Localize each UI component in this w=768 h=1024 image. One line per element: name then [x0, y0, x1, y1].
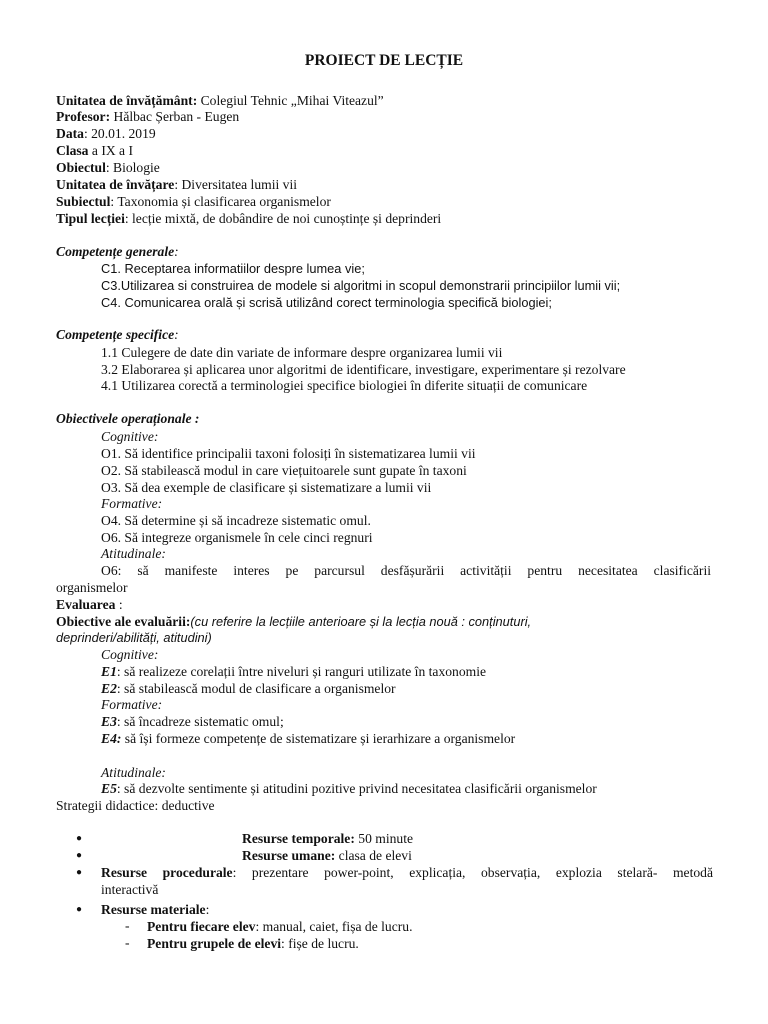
- header-value: : Taxonomia și clasificarea organismelor: [110, 194, 331, 209]
- evaluare-code: E4:: [101, 731, 122, 746]
- header-label: Data: [56, 126, 84, 141]
- strategii-didactice: Strategii didactice: deductive: [56, 798, 215, 813]
- bullet-icon: ●: [76, 833, 83, 844]
- obiectiv-item: O4. Să determine și să incadreze sistematic omul.: [101, 513, 371, 528]
- resurse-procedurale-continuation: interactivă: [101, 882, 159, 897]
- competente-specifice-heading: [56, 326, 179, 343]
- obiectiv-item: O3. Să dea exemple de clasificare și sistematizare a lumii vii: [101, 480, 432, 495]
- cognitive-label: Cognitive:: [101, 429, 159, 444]
- resurse-label: Resurse temporale:: [242, 831, 355, 846]
- header-value: Hălbac Șerban - Eugen: [110, 109, 240, 124]
- competenta-generala-item: C1. Receptarea informatiilor despre lumea vie;: [101, 261, 365, 276]
- section-heading: Competențe generale: [56, 244, 175, 259]
- obiective-evaluare-line: [56, 613, 531, 630]
- evaluare-text: să își formeze competențe de sistematizare și ierarhizare a organismelor: [121, 731, 516, 746]
- evaluare-item-e2: [101, 680, 396, 697]
- header-unitatea: [56, 92, 384, 109]
- obiective-operationale-heading: Obiectivele operaționale :: [56, 411, 200, 426]
- resurse-materiale: [101, 901, 209, 918]
- resurse-elev: [147, 918, 412, 935]
- header-label: Profesor:: [56, 109, 111, 124]
- evaluare-atitudinale-label: Atitudinale:: [101, 765, 166, 780]
- header-value: : Biologie: [105, 160, 160, 175]
- header-value: : 20.01. 2019: [83, 126, 156, 141]
- evaluare-item-e5: [101, 780, 597, 797]
- resurse-value: clasa de elevi: [335, 848, 412, 863]
- evaluare-text: : să încadreze sistematic omul;: [116, 714, 284, 729]
- competenta-specifica-item: 3.2 Elaborarea și aplicarea unor algoritmi de identificare, investigare, experimentare și rezolvare: [101, 362, 626, 377]
- evaluare-code: E2: [101, 681, 117, 696]
- header-tipul-lectiei: [56, 210, 441, 227]
- section-heading: Competențe specifice: [56, 327, 175, 342]
- header-label: Obiectul: [56, 160, 106, 175]
- resurse-label: Resurse umane:: [242, 848, 336, 863]
- page-title: PROIECT DE LECȚIE: [304, 52, 464, 69]
- competenta-specifica-item: 4.1 Utilizarea corectă a terminologiei specifice biologiei în diferite situații de comunicare: [101, 378, 588, 393]
- dash-marker: -: [125, 935, 130, 950]
- header-label: Unitatea de învățare: [56, 177, 175, 192]
- resurse-value: : fișe de lucru.: [281, 936, 359, 951]
- competenta-generala-item: C4. Comunicarea orală și scrisă utilizând corect terminologia specifică biologiei;: [101, 295, 552, 310]
- competente-generale-heading: [56, 243, 179, 260]
- evaluare-item-e4: [101, 730, 515, 747]
- section-heading: Evaluarea: [56, 597, 116, 612]
- resurse-value: : prezentare power-point, explicația, observația, explozia stelară- metodă: [232, 865, 713, 880]
- obiective-evaluare-note: (cu referire la lecțiile anterioare și la lecția nouă : conținuturi,: [190, 614, 532, 629]
- header-clasa: [56, 142, 133, 159]
- resurse-colon: :: [205, 902, 210, 917]
- evaluare-code: E3: [101, 714, 117, 729]
- heading-colon: :: [174, 244, 179, 259]
- bullet-icon: ●: [76, 904, 83, 915]
- resurse-procedurale: [101, 864, 713, 881]
- resurse-value: : manual, caiet, fișa de lucru.: [255, 919, 413, 934]
- obiectiv-atitudinal-continuation: organismelor: [56, 580, 128, 595]
- header-label: Clasa: [56, 143, 89, 158]
- header-value: Colegiul Tehnic „Mihai Viteazul”: [197, 93, 384, 108]
- resurse-temporale: [242, 830, 413, 847]
- resurse-grupe: [147, 935, 359, 952]
- evaluare-text: : să dezvolte sentimente și atitudini pozitive privind necesitatea clasificării organismelor: [116, 781, 597, 796]
- evaluare-formative-label: Formative:: [101, 697, 163, 712]
- resurse-label: Pentru fiecare elev: [147, 919, 256, 934]
- atitudinale-label: Atitudinale:: [101, 546, 166, 561]
- resurse-label: Pentru grupele de elevi: [147, 936, 282, 951]
- evaluarea-heading: [56, 596, 123, 613]
- evaluare-text: : să stabilească modul de clasificare a organismelor: [116, 681, 396, 696]
- evaluare-code: E5: [101, 781, 117, 796]
- header-label: Subiectul: [56, 194, 111, 209]
- obiectiv-item: O1. Să identifice principalii taxoni folosiți în sistematizarea lumii vii: [101, 446, 476, 461]
- header-value: : lecție mixtă, de dobândire de noi cunoștințe și deprinderi: [124, 211, 442, 226]
- heading-colon: :: [174, 327, 179, 342]
- evaluare-cognitive-label: Cognitive:: [101, 647, 159, 662]
- bullet-icon: ●: [76, 850, 83, 861]
- obiectiv-atitudinal-line: O6: să manifeste interes pe parcursul desfășurării activității pentru necesitatea clasificării: [101, 563, 711, 578]
- resurse-value: 50 minute: [354, 831, 414, 846]
- header-unitatea-invatare: [56, 176, 297, 193]
- obiective-evaluare-label: Obiective ale evaluării:: [56, 614, 191, 629]
- competenta-generala-item: C3.Utilizarea si construirea de modele si algoritmi in scopul demonstrarii principiilor lumii vii;: [101, 278, 621, 293]
- dash-marker: -: [125, 918, 130, 933]
- obiective-evaluare-note-continuation: deprinderi/abilități, atitudini): [56, 630, 212, 645]
- header-label: Unitatea de învățământ:: [56, 93, 198, 108]
- resurse-umane: [242, 847, 412, 864]
- obiectiv-item: O6. Să integreze organismele în cele cinci regnuri: [101, 530, 373, 545]
- header-value: : Diversitatea lumii vii: [174, 177, 298, 192]
- heading-colon: :: [115, 597, 123, 612]
- header-obiectul: [56, 159, 160, 176]
- header-profesor: [56, 108, 239, 125]
- header-subiectul: [56, 193, 331, 210]
- header-label: Tipul lecției: [56, 211, 125, 226]
- header-data: [56, 125, 156, 142]
- header-value: a IX a I: [88, 143, 134, 158]
- bullet-icon: ●: [76, 867, 83, 878]
- evaluare-code: E1: [101, 664, 117, 679]
- evaluare-item-e3: [101, 713, 284, 730]
- resurse-label: Resurse procedurale: [101, 865, 233, 880]
- evaluare-item-e1: [101, 663, 486, 680]
- competenta-specifica-item: 1.1 Culegere de date din variate de informare despre organizarea lumii vii: [101, 345, 503, 360]
- evaluare-text: : să realizeze corelații între niveluri și ranguri utilizate în taxonomie: [116, 664, 487, 679]
- resurse-label: Resurse materiale: [101, 902, 206, 917]
- formative-label: Formative:: [101, 496, 163, 511]
- obiectiv-item: O2. Să stabilească modul in care viețuitoarele sunt gupate în taxoni: [101, 463, 467, 478]
